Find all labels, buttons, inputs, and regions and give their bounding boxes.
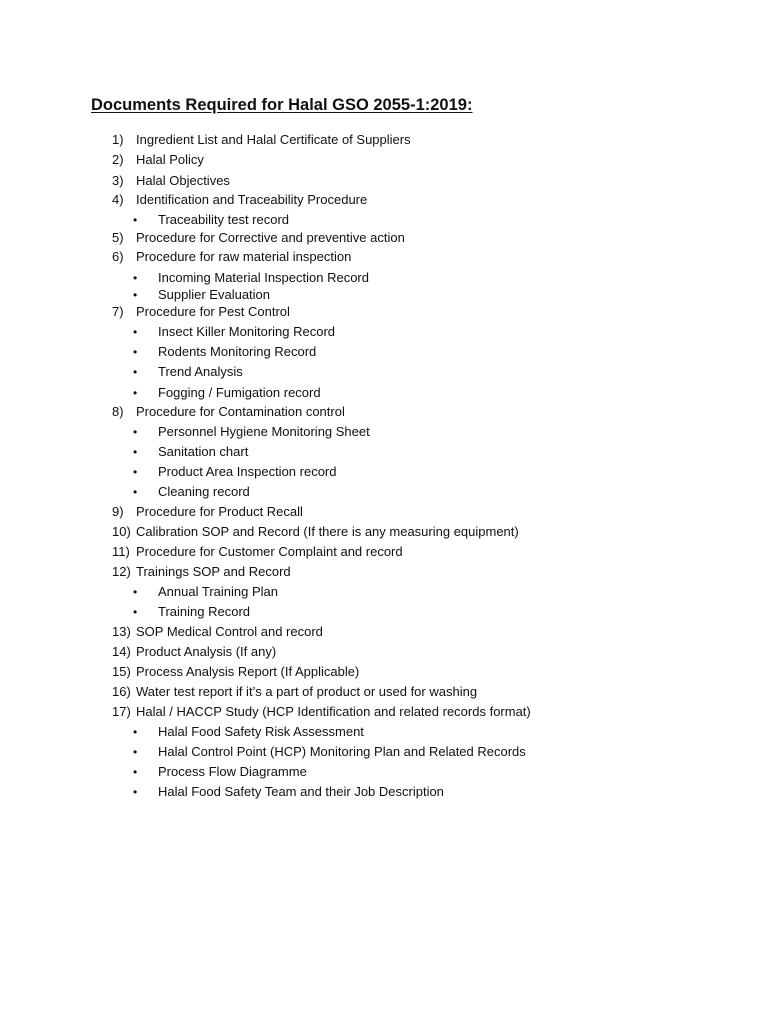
bullet-icon: • xyxy=(133,585,138,599)
list-item-text: Ingredient List and Halal Certificate of Suppliers xyxy=(136,132,411,147)
list-item-text: Procedure for Pest Control xyxy=(136,304,290,319)
list-item-number: 15) xyxy=(112,664,131,679)
list-subitem-text: Halal Food Safety Risk Assessment xyxy=(158,724,364,739)
document-title: Documents Required for Halal GSO 2055-1:2019: xyxy=(91,96,473,114)
list-subitem-text: Fogging / Fumigation record xyxy=(158,385,321,400)
list-subitem-text: Supplier Evaluation xyxy=(158,287,271,302)
list-subitem-text: Halal Control Point (HCP) Monitoring Plan and Related Records xyxy=(158,744,526,759)
list-item-text: Procedure for Product Recall xyxy=(136,504,303,519)
list-item-number: 3) xyxy=(112,173,124,188)
list-item-number: 17) xyxy=(112,704,131,719)
bullet-icon: • xyxy=(133,386,138,400)
list-item-number: 10) xyxy=(112,524,131,539)
list-item-text: Process Analysis Report (If Applicable) xyxy=(136,664,360,679)
list-subitem-text: Incoming Material Inspection Record xyxy=(158,270,369,285)
list-item-text: Water test report if it’s a part of product or used for washing xyxy=(136,684,478,699)
list-item-text: Product Analysis (If any) xyxy=(136,644,277,659)
list-item-number: 13) xyxy=(112,624,131,639)
list-item-number: 7) xyxy=(112,304,124,319)
list-subitem-text: Halal Food Safety Team and their Job Description xyxy=(158,784,444,799)
list-item-number: 9) xyxy=(112,504,124,519)
list-subitem-text: Annual Training Plan xyxy=(158,584,278,599)
list-subitem-text: Rodents Monitoring Record xyxy=(158,344,317,359)
bullet-icon: • xyxy=(133,485,138,499)
list-item-text: Procedure for Contamination control xyxy=(136,404,345,419)
list-item-text: Halal Objectives xyxy=(136,173,230,188)
bullet-icon: • xyxy=(133,213,138,227)
list-item-number: 5) xyxy=(112,230,124,245)
bullet-icon: • xyxy=(133,365,138,379)
list-item-text: Procedure for Corrective and preventive action xyxy=(136,230,405,245)
list-item-text: Procedure for raw material inspection xyxy=(136,249,352,264)
list-item-number: 4) xyxy=(112,192,124,207)
list-subitem-text: Cleaning record xyxy=(158,484,250,499)
bullet-icon: • xyxy=(133,725,138,739)
list-item-number: 16) xyxy=(112,684,131,699)
list-subitem-text: Process Flow Diagramme xyxy=(158,764,307,779)
list-item-text: Procedure for Customer Complaint and record xyxy=(136,544,403,559)
bullet-icon: • xyxy=(133,425,138,439)
bullet-icon: • xyxy=(133,745,138,759)
bullet-icon: • xyxy=(133,445,138,459)
list-item-number: 11) xyxy=(112,544,130,559)
bullet-icon: • xyxy=(133,271,138,285)
bullet-icon: • xyxy=(133,605,138,619)
list-subitem-text: Trend Analysis xyxy=(158,364,243,379)
list-item-text: Identification and Traceability Procedure xyxy=(136,192,368,207)
bullet-icon: • xyxy=(133,345,138,359)
list-subitem-text: Personnel Hygiene Monitoring Sheet xyxy=(158,424,370,439)
list-item-text: Trainings SOP and Record xyxy=(136,564,291,579)
list-item-number: 12) xyxy=(112,564,131,579)
list-item-text: Calibration SOP and Record (If there is any measuring equipment) xyxy=(136,524,519,539)
list-item-number: 2) xyxy=(112,152,124,167)
list-subitem-text: Insect Killer Monitoring Record xyxy=(158,324,336,339)
bullet-icon: • xyxy=(133,785,138,799)
list-item-number: 14) xyxy=(112,644,131,659)
bullet-icon: • xyxy=(133,765,138,779)
list-item-text: Halal / HACCP Study (HCP Identification and related records format) xyxy=(136,704,531,719)
bullet-icon: • xyxy=(133,465,138,479)
bullet-icon: • xyxy=(133,325,138,339)
list-subitem-text: Traceability test record xyxy=(158,212,290,227)
list-subitem-text: Sanitation chart xyxy=(158,444,249,459)
bullet-icon: • xyxy=(133,288,138,302)
list-item-number: 6) xyxy=(112,249,124,264)
list-item-number: 8) xyxy=(112,404,124,419)
list-item-text: Halal Policy xyxy=(136,152,204,167)
list-subitem-text: Product Area Inspection record xyxy=(158,464,337,479)
list-item-text: SOP Medical Control and record xyxy=(136,624,323,639)
list-item-number: 1) xyxy=(112,132,124,147)
list-subitem-text: Training Record xyxy=(158,604,251,619)
